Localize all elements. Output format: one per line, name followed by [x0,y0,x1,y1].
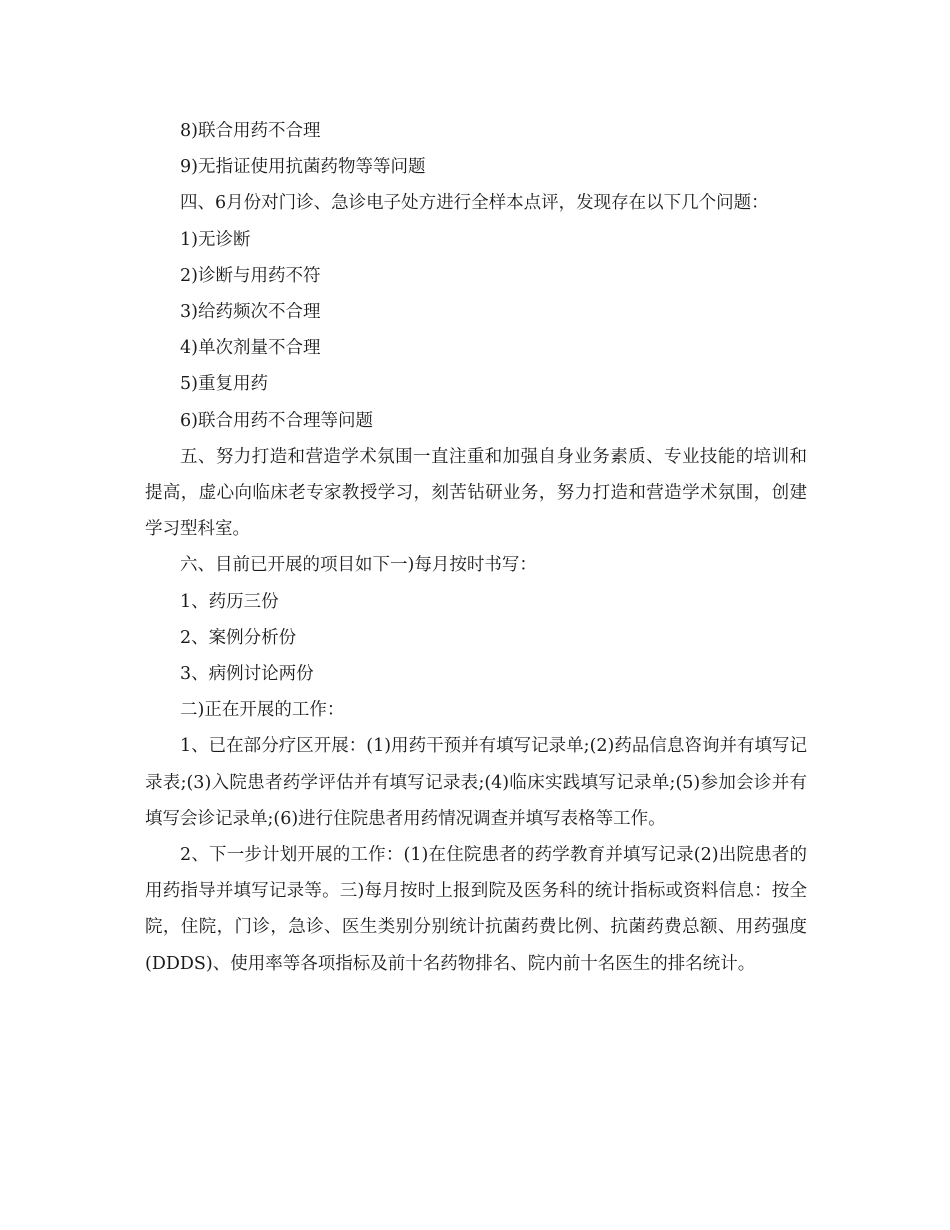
subsection-heading: 二)正在开展的工作： [180,700,345,721]
list-item: 3)给药频次不合理 [180,302,321,323]
list-item: 3、病例讨论两份 [180,664,314,685]
list-item: 9)无指证使用抗菌药物等等问题 [180,157,426,178]
list-item: 1、药历三份 [180,591,279,612]
list-item: 6)联合用药不合理等问题 [180,410,373,431]
document-body [145,113,807,982]
list-item: 1)无诊断 [180,229,251,250]
body-paragraph: 1、已在部分疗区开展：(1)用药干预并有填写记录单;(2)药品信息咨询并有填写记录表;(3)入院患者药学评估并有填写记录表;(4)临床实践填写记录单;(5)参加会诊并有填写会诊记录单;(6)进行住院患者用药情况调查并填写表格等工作。 [145,736,807,829]
list-item: 2、案例分析份 [180,627,297,648]
list-item: 5)重复用药 [180,374,268,395]
list-item: 4)单次剂量不合理 [180,338,321,359]
section-heading-paragraph: 五、努力打造和营造学术氛围一直注重和加强自身业务素质、专业技能的培训和提高，虚心向临床老专家教授学习，刻苦钻研业务，努力打造和营造学术氛围，创建学习型科室。 [145,446,807,540]
list-item: 8)联合用药不合理 [180,121,321,141]
section-heading-paragraph: 四、6月份对门诊、急诊电子处方进行全样本点评，发现存在以下几个问题： [180,193,769,214]
list-item: 2)诊断与用药不符 [180,265,321,286]
body-paragraph: 2、下一步计划开展的工作：(1)在住院患者的药学教育并填写记录(2)出院患者的用药指导并填写记录等。三)每月按时上报到院及医务科的统计指标或资料信息：按全院，住院，门诊，急诊、医生类别分别统计抗菌药费比例、抗菌药费总额、用药强度(DDDS)、使用率等各项指标及前十名药物排名、院内前十名医生的排名统计。 [145,845,807,974]
section-heading-paragraph: 六、目前已开展的项目如下一)每月按时书写： [180,555,537,576]
